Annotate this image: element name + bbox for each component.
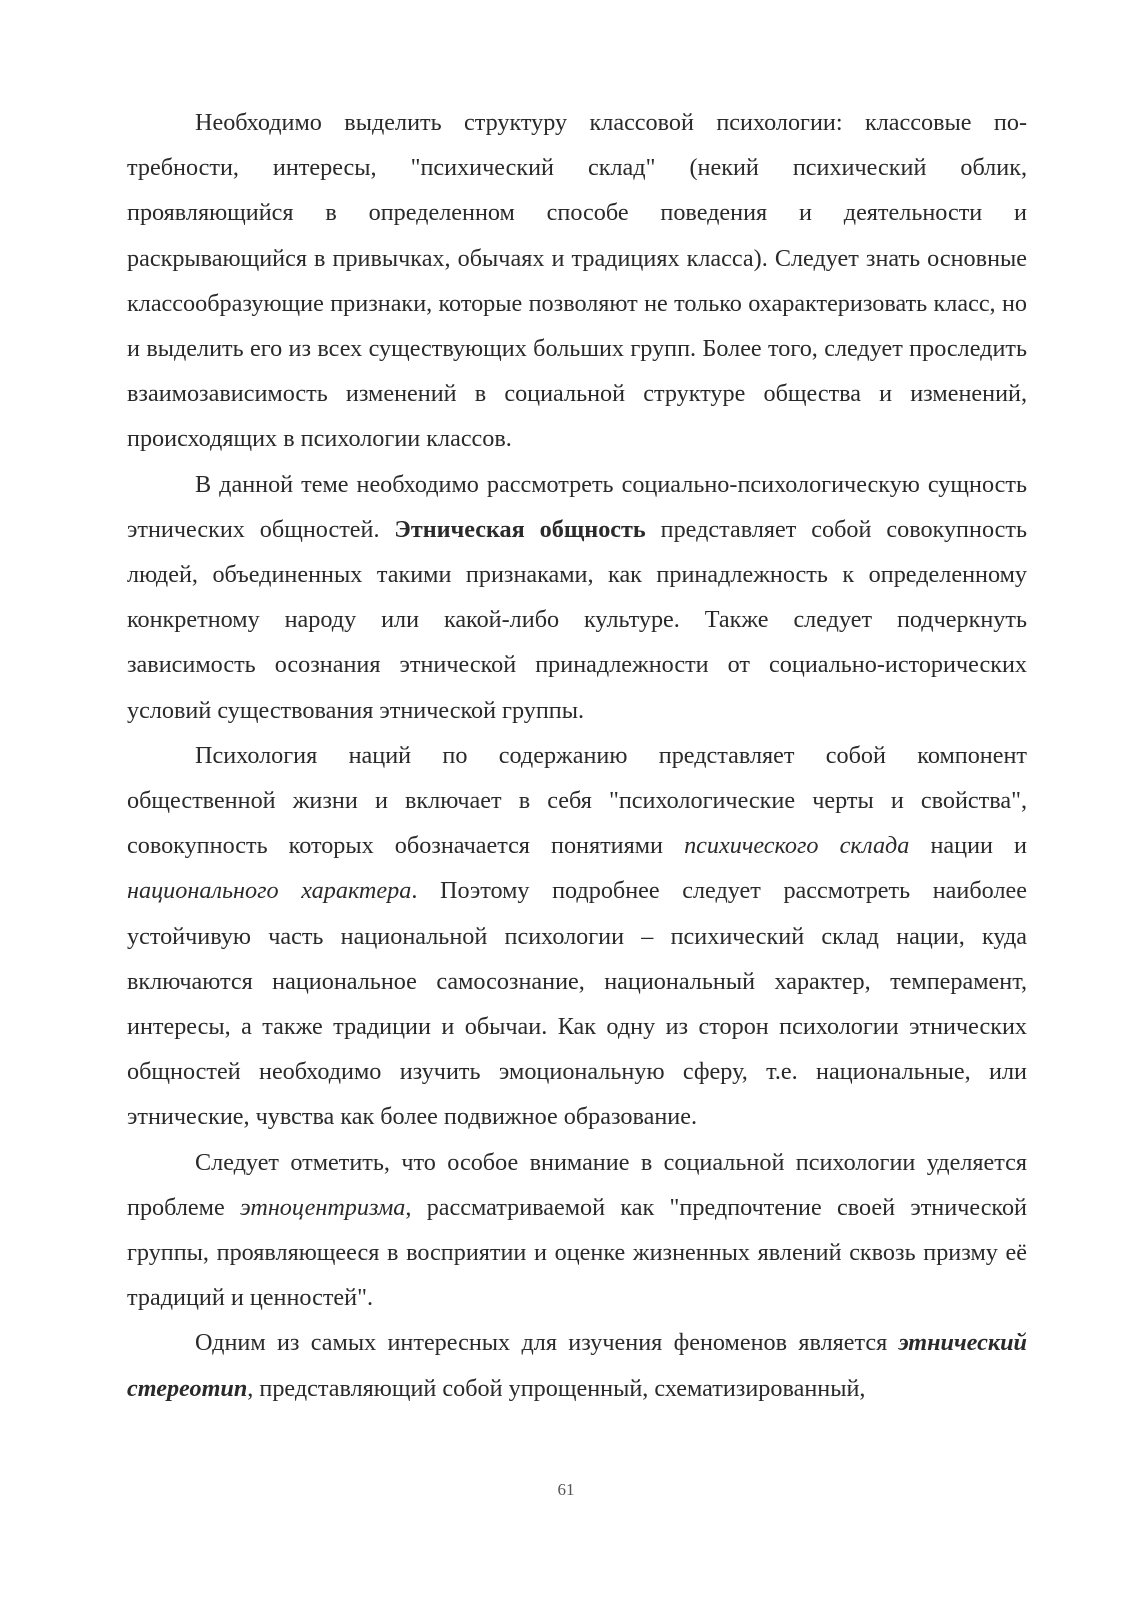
term-national-character: национального характера <box>127 877 412 905</box>
paragraph-text: Психология наций по содержанию представляет собой компонент общественной жизни и включает в себя "психологические черты и свойства", совокупность которых обозначается понятиями <box>127 741 1027 860</box>
paragraph-ethnocentrism <box>127 1140 1027 1321</box>
term-ethnocentrism: этноцентризма <box>240 1193 406 1221</box>
paragraph-text: , рассматриваемой как "предпочтение своей этнической группы, проявляющееся в восприятии и оценке жизненных явлений сквозь призму её традиций и ценностей". <box>127 1193 1027 1312</box>
body-text <box>127 100 1027 1411</box>
term-ethnic-community: Этническая общность <box>394 515 646 543</box>
paragraph-ethnic-stereotype <box>127 1320 1027 1410</box>
paragraph-class-psychology <box>127 100 1027 462</box>
paragraph-text: Необходимо выделить структуру классовой психологии: классовые потребности, интересы, "психический склад" (некий психический облик, проявляющийся в определенном способе поведения и деятельности и раскрывающийся в привычках, обычаях и традициях класса). Следует знать основные классообразующие признаки, которые позволяют не только охарактеризовать класс, но и выделить его из всех существующих больших групп. Более того, следует проследить взаимозависимость изменений в социальной структуре общества и изменений, происходящих в психологии классов. <box>127 109 1027 453</box>
paragraph-text: Одним из самых интересных для изучения феноменов является <box>195 1329 899 1357</box>
paragraph-ethnic-community <box>127 462 1027 733</box>
paragraph-text: В данной теме необходимо рассмотреть социально-психологическую сущность этнических общностей. <box>127 470 1027 543</box>
paragraph-text: представляет собой совокупность людей, объединенных такими признаками, как принадлежность к определенному конкретному народу или какой-либо культуре. Также следует подчеркнуть зависимость осознания этнической принадлежности от социально-исторических условий существования этнической группы. <box>127 515 1027 724</box>
paragraph-text: Следует отметить, что особое внимание в социальной психологии уделяется проблеме <box>127 1148 1027 1221</box>
term-psychic-makeup: психического склада <box>684 832 910 860</box>
paragraph-text: . Поэтому подробнее следует рассмотреть наиболее устойчивую часть национальной психологии – психический склад нации, куда включаются национальное самосознание, национальный характер, темперамент, интересы, а также традиции и обычаи. Как одну из сторон психологии этнических общностей необходимо изучить эмоциональную сферу, т.е. национальные, или этнические, чувства как более подвижное образование. <box>127 877 1027 1131</box>
paragraph-text: , представляющий собой упрощенный, схематизированный, <box>247 1374 866 1402</box>
page-number: 61 <box>557 1480 575 1499</box>
term-ethnic-stereotype: этнический стереотип <box>127 1329 1027 1402</box>
paragraph-nation-psychology <box>127 733 1027 1140</box>
paragraph-text: нации и <box>909 832 1027 860</box>
